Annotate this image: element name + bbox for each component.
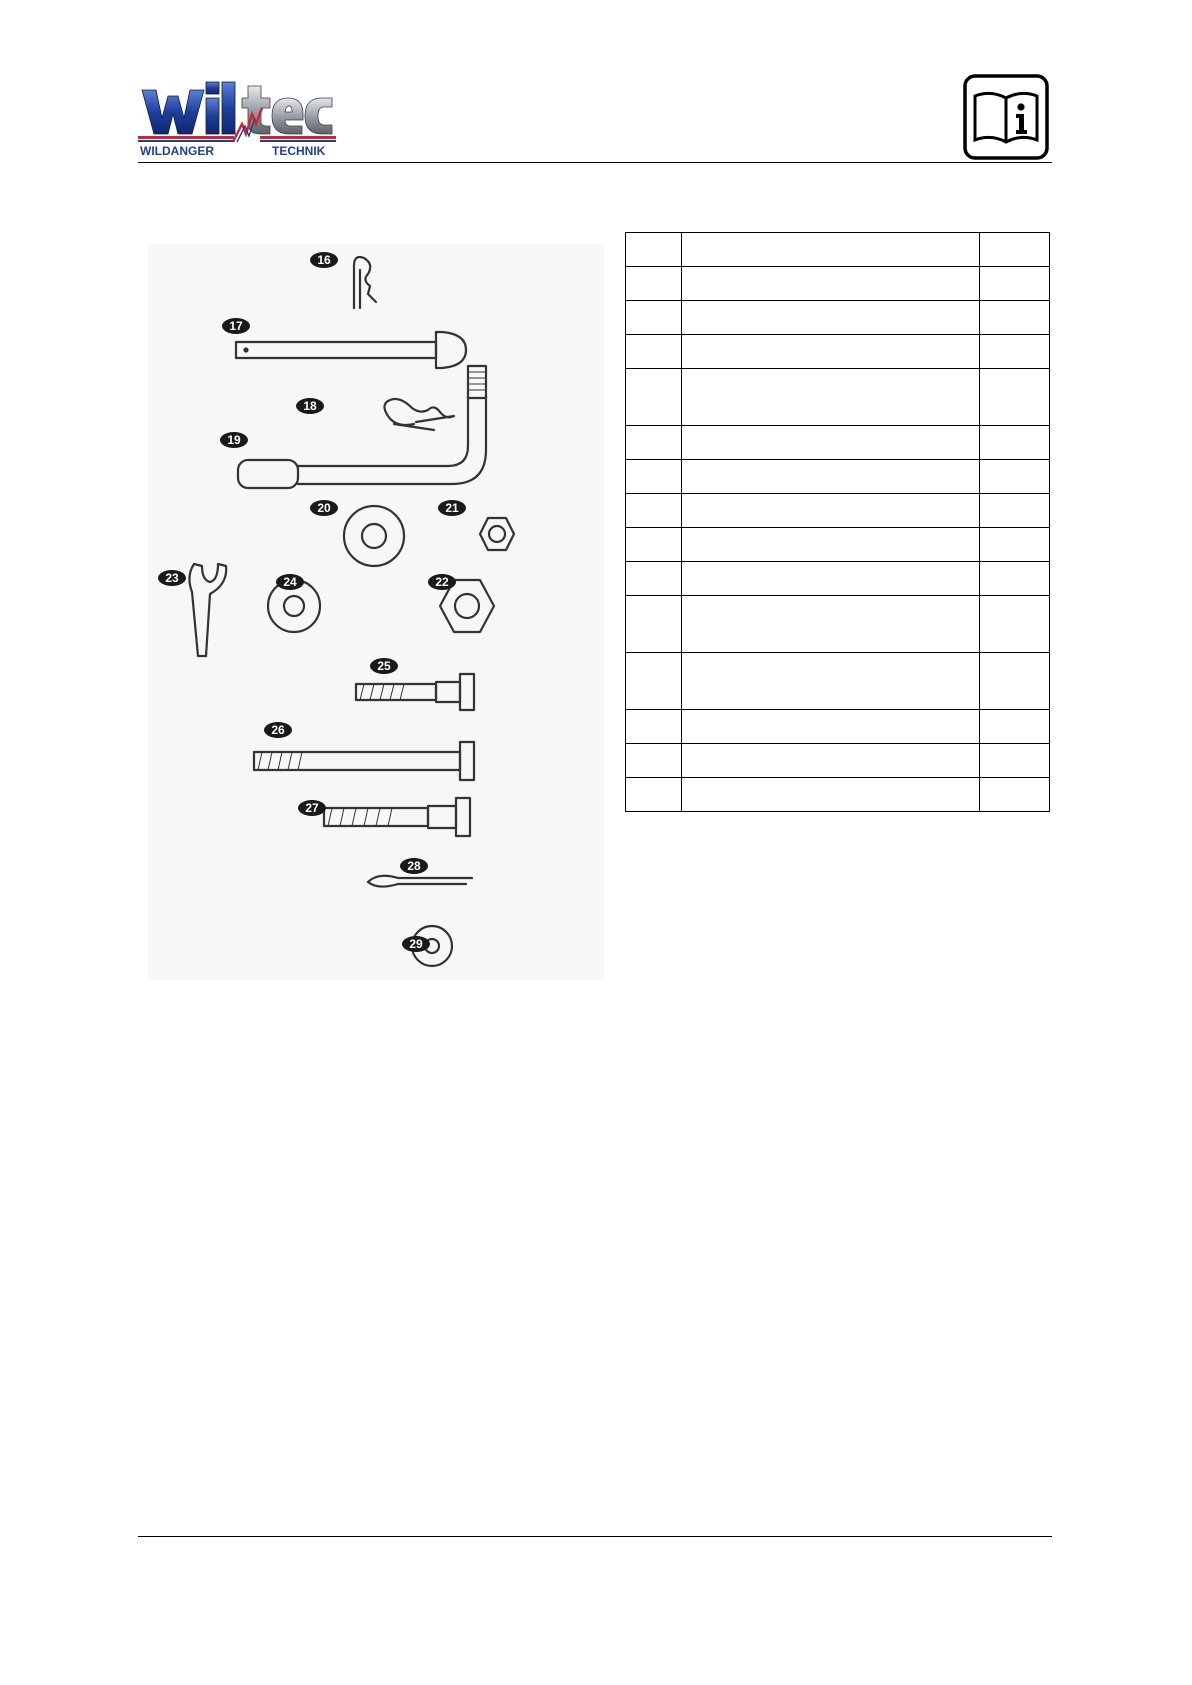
table-row (626, 744, 1050, 778)
cell-qty (980, 301, 1050, 335)
cell-qty (980, 460, 1050, 494)
header-cell-description (682, 233, 980, 267)
table-row (626, 369, 1050, 426)
cell-qty (980, 562, 1050, 596)
cell-no (626, 369, 682, 426)
header-cell-qty (980, 233, 1050, 267)
cell-description (682, 426, 980, 460)
table-row (626, 267, 1050, 301)
part-label-17: 17 (229, 319, 243, 333)
cell-no (626, 460, 682, 494)
parts-illustration (148, 244, 604, 980)
cell-no (626, 778, 682, 812)
part-label-23: 23 (165, 571, 179, 585)
cell-description (682, 267, 980, 301)
part-label-24: 24 (283, 575, 297, 589)
part-label-29: 29 (409, 937, 423, 951)
part-label-18: 18 (303, 399, 317, 413)
cell-description (682, 562, 980, 596)
cell-description (682, 710, 980, 744)
part-label-22: 22 (435, 575, 449, 589)
cell-qty (980, 596, 1050, 653)
part-label-26: 26 (271, 723, 285, 737)
table-row (626, 426, 1050, 460)
cell-description (682, 301, 980, 335)
part-label-20: 20 (317, 501, 331, 515)
cell-description (682, 778, 980, 812)
cell-qty (980, 267, 1050, 301)
cell-description (682, 335, 980, 369)
logo-left-text: WILDANGER (140, 144, 214, 158)
part-label-16: 16 (317, 253, 331, 267)
cell-qty (980, 335, 1050, 369)
footer-divider (138, 1536, 1052, 1537)
table-header-row (626, 233, 1050, 267)
cell-no (626, 653, 682, 710)
table-row (626, 596, 1050, 653)
cell-description (682, 596, 980, 653)
cell-description (682, 460, 980, 494)
table-row (626, 778, 1050, 812)
cell-no (626, 528, 682, 562)
part-label-19: 19 (227, 433, 241, 447)
cell-description (682, 528, 980, 562)
header-divider (138, 162, 1052, 163)
table-row (626, 710, 1050, 744)
cell-no (626, 335, 682, 369)
wiltec-logo (138, 78, 338, 160)
part-label-27: 27 (305, 801, 319, 815)
cell-description (682, 369, 980, 426)
cell-qty (980, 426, 1050, 460)
logo-right-text: TECHNIK (272, 144, 326, 158)
cell-qty (980, 528, 1050, 562)
parts-table (625, 232, 1050, 812)
cell-qty (980, 744, 1050, 778)
cell-no (626, 710, 682, 744)
cell-description (682, 653, 980, 710)
cell-no (626, 562, 682, 596)
cell-qty (980, 653, 1050, 710)
part-label-28: 28 (407, 859, 421, 873)
cell-qty (980, 710, 1050, 744)
cell-no (626, 744, 682, 778)
table-row (626, 562, 1050, 596)
part-label-21: 21 (445, 501, 459, 515)
cell-description (682, 494, 980, 528)
cell-no (626, 494, 682, 528)
table-row (626, 301, 1050, 335)
cell-qty (980, 778, 1050, 812)
cell-no (626, 596, 682, 653)
cell-no (626, 267, 682, 301)
cell-qty (980, 494, 1050, 528)
table-row (626, 494, 1050, 528)
table-row (626, 653, 1050, 710)
manual-info-icon (963, 74, 1049, 160)
cell-qty (980, 369, 1050, 426)
header-cell-no (626, 233, 682, 267)
table-row (626, 335, 1050, 369)
table-row (626, 528, 1050, 562)
cell-description (682, 744, 980, 778)
cell-no (626, 301, 682, 335)
table-row (626, 460, 1050, 494)
part-label-25: 25 (377, 659, 391, 673)
cell-no (626, 426, 682, 460)
